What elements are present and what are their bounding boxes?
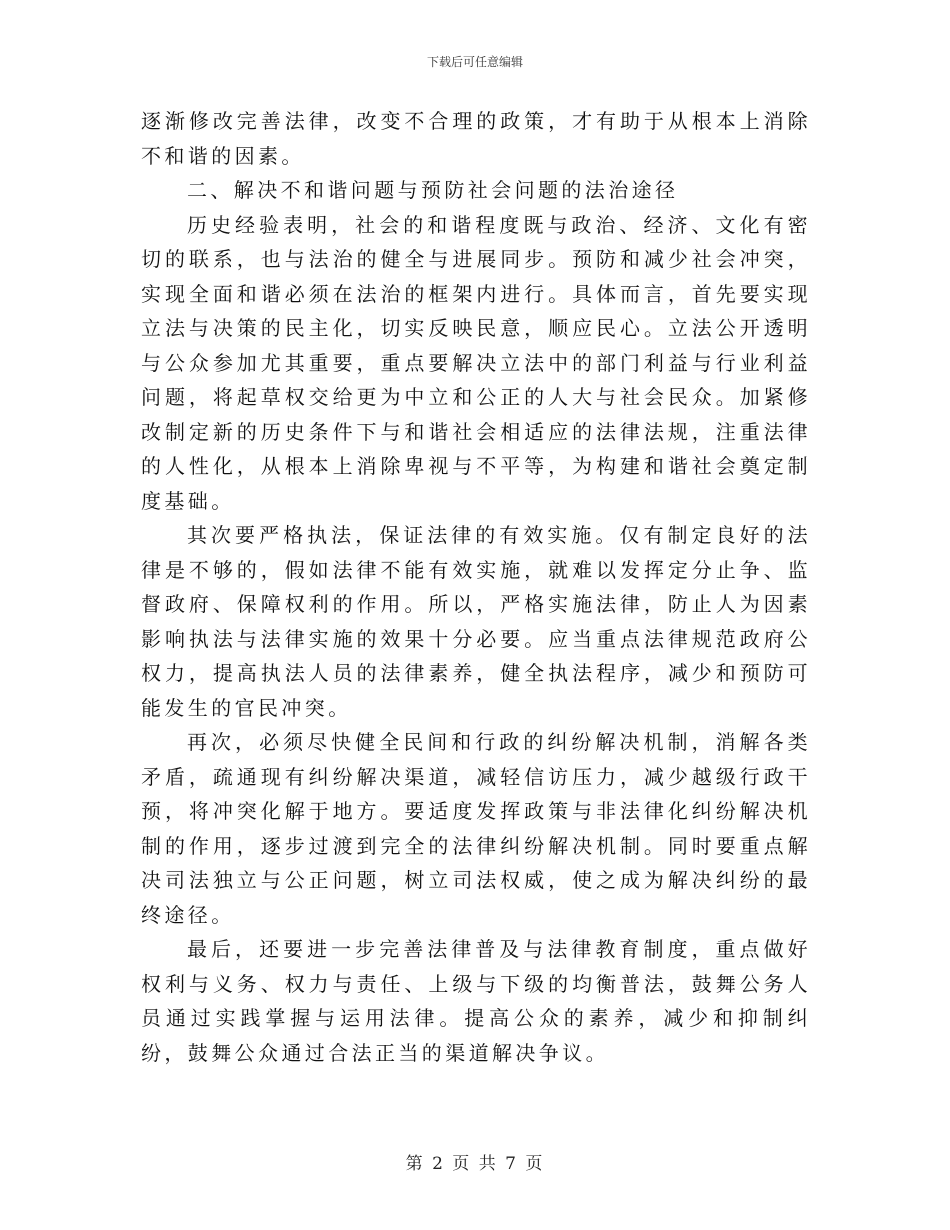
page-number: 第 2 页 共 7 页 <box>405 1154 545 1174</box>
paragraph-enforcement: 其次要严格执法，保证法律的有效实施。仅有制定良好的法律是不够的，假如法律不能有效实施，就难以发挥定分止争、监督政府、保障权利的作用。所以，严格实施法律，防止人为因素影响执法与法律实施的效果十分必要。应当重点法律规范政府公权力，提高执法人员的法律素养，健全执法程序，减少和预防可能发生的官民冲突。 <box>141 523 811 720</box>
paragraph-dispute-resolution: 再次，必须尽快健全民间和行政的纠纷解决机制，消解各类矛盾，疏通现有纠纷解决渠道，减轻信访压力，减少越级行政干预，将冲突化解于地方。要适度发挥政策与非法律化纠纷解决机制的作用，逐步过渡到完全的法律纠纷解决机制。同时要重点解决司法独立与公正问题，树立司法权威，使之成为解决纠纷的最终途径。 <box>141 730 811 927</box>
paragraph-continuation: 逐渐修改完善法律，改变不合理的政策，才有助于从根本上消除不和谐的因素。 <box>141 109 811 168</box>
section-heading: 二、解决不和谐问题与预防社会问题的法治途径 <box>187 178 679 202</box>
paragraph-legal-education: 最后，还要进一步完善法律普及与法律教育制度，重点做好权利与义务、权力与责任、上级与下级的均衡普法，鼓舞公务人员通过实践掌握与运用法律。提高公众的素养，减少和抑制纠纷，鼓舞公众通过合法正当的渠道解决争议。 <box>141 937 811 1065</box>
page-header-note: 下载后可任意编辑 <box>426 55 523 69</box>
paragraph-history: 历史经验表明，社会的和谐程度既与政治、经济、文化有密切的联系，也与法治的健全与进展同步。预防和减少社会冲突，实现全面和谐必须在法治的框架内进行。具体而言，首先要实现立法与决策的民主化，切实反映民意，顺应民心。立法公开透明与公众参加尤其重要，重点要解决立法中的部门利益与行业利益问题，将起草权交给更为中立和公正的人大与社会民众。加紧修改制定新的历史条件下与和谐社会相适应的法律法规，注重法律的人性化，从根本上消除卑视与不平等，为构建和谐社会奠定制度基础。 <box>141 212 811 513</box>
document-body <box>141 104 811 1070</box>
